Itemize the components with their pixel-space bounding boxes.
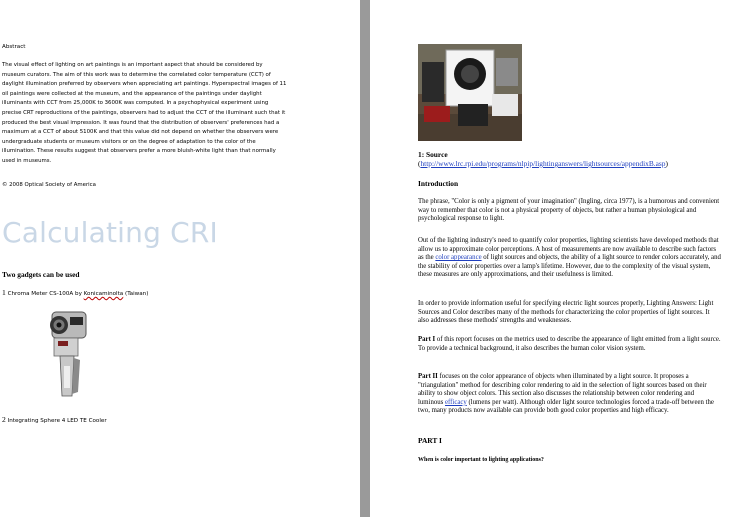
abstract-body xyxy=(2,61,307,167)
part-one-paragraph xyxy=(418,336,721,353)
gadget-text: Integrating Sphere 4 LED TE Cooler xyxy=(7,418,107,424)
gadget-item-1 xyxy=(2,288,148,297)
abstract-line: The visual effect of lighting on art paintings is an important aspect that should be considered by xyxy=(2,62,263,68)
text-span: (lumens per watt). Although older light source technologies forced a trade-off between the two, many products now available can provide both good color properties and high efficacy. xyxy=(418,398,714,415)
abstract-heading: Abstract xyxy=(2,44,26,50)
gadget-number: 1 xyxy=(2,288,6,297)
gadgets-heading: Two gadgets can be used xyxy=(2,270,80,279)
abstract-line: daylight illumination preferred by observers when appreciating art paintings. Hyperspectral images of 11 xyxy=(2,81,287,88)
right-document-page xyxy=(370,0,731,517)
section-title: Calculating CRI xyxy=(2,216,219,249)
abstract-line: precise CRT reproductions of the paintings, observers had to adjust the CCT of the illuminant such that it xyxy=(2,109,286,116)
abstract-line: illumination. These results suggest that observers prefer a more bluish-white light than that normally xyxy=(2,148,276,155)
color-appearance-link[interactable]: color appearance xyxy=(435,254,482,262)
abstract-line: illuminants with CCT from 25,000K to 3600K was computed. In a psychophysical experiment using xyxy=(2,100,269,107)
part-two-label: Part II xyxy=(418,373,438,380)
copyright-line: © 2008 Optical Society of America xyxy=(2,182,96,188)
left-document-page xyxy=(0,0,360,517)
gadget-suffix: (Taiwan) xyxy=(123,291,149,297)
integrating-sphere-photo xyxy=(418,44,522,141)
gadget-number: 2 xyxy=(2,415,6,424)
text-span: of this report focuses on the metrics used to describe the appearance of light emitted from a light source. To provide a technical background, it also describes the human color vision system. xyxy=(418,336,721,352)
text-span: Out of the lighting industry's need to quantify color properties, lighting scientists have developed methods that allow us to approximate color perceptions. A host of measurements are now available to describe such factors as the xyxy=(418,237,719,262)
abstract-line: oil paintings were collected at the museum, and the appearance of the paintings under daylight xyxy=(2,90,262,97)
abstract-line: maximum at a CCT of about 5100K and that this value did not depend on whether the observers were xyxy=(2,129,279,136)
chroma-meter-image xyxy=(38,308,98,404)
source-citation: 1: Source (http://www.lrc.rpi.edu/programs/nlpip/lightinganswers/lightsources/appendixB.asp) xyxy=(418,150,718,168)
introduction-heading: Introduction xyxy=(418,179,459,188)
source-label: 1: Source xyxy=(418,150,448,159)
abstract-line: produced the best visual impression. It was found that the distribution of observers' preferences had a xyxy=(2,119,280,126)
intro-paragraph-3: In order to provide information useful for specifying electric light sources properly, Lighting Answers: Light Sources and Color describes many of the methods for characterizing the color properties of light sources. It also addresses these methods' strengths and weaknesses. xyxy=(418,300,714,325)
abstract-line: used in museums. xyxy=(2,157,52,164)
part-two-paragraph xyxy=(418,373,721,416)
gadget-brand: Konicaminolta xyxy=(83,291,124,297)
page-divider xyxy=(360,0,370,517)
part-heading: PART I xyxy=(418,436,442,445)
intro-paragraph-2 xyxy=(418,237,721,280)
text-span: focuses on the color appearance of objects when illuminated by a light source. It proposes a "triangulation" method for describing color rendering to aid in the selection of light sources based on their ability to show object colors. This section also discusses the relationship between color rendering and luminous xyxy=(418,373,707,406)
text-span: of light sources and objects, the ability of a light source to render colors accurately, and the stability of color properties over a lamp's lifetime. However, due to the complexity of the visual system, these measures are only approximations, and their usefulness is limited. xyxy=(418,254,721,279)
part-one-label: Part I xyxy=(418,336,436,343)
source-link[interactable]: http://www.lrc.rpi.edu/programs/nlpip/lightinganswers/lightsources/appendixB.asp xyxy=(420,159,666,168)
abstract-line: undergraduate students or museum visitors or on the degree of adaptation to the color of the xyxy=(2,138,256,145)
intro-paragraph-1: The phrase, "Color is only a pigment of your imagination" (Ingling, circa 1977), is a humorous and convenient way to remember that color is not a physical property of objects, but rather a human physiological and psychological response to light. xyxy=(418,198,720,223)
abstract-line: museum curators. The aim of this work was to determine the correlated color temperature (CCT) of xyxy=(2,71,271,78)
gadget-text: Chroma Meter CS-100A by xyxy=(7,291,84,297)
efficacy-link[interactable]: efficacy xyxy=(445,398,467,406)
question-heading: When is color important to lighting applications? xyxy=(418,457,544,463)
gadget-item-2 xyxy=(2,415,107,424)
